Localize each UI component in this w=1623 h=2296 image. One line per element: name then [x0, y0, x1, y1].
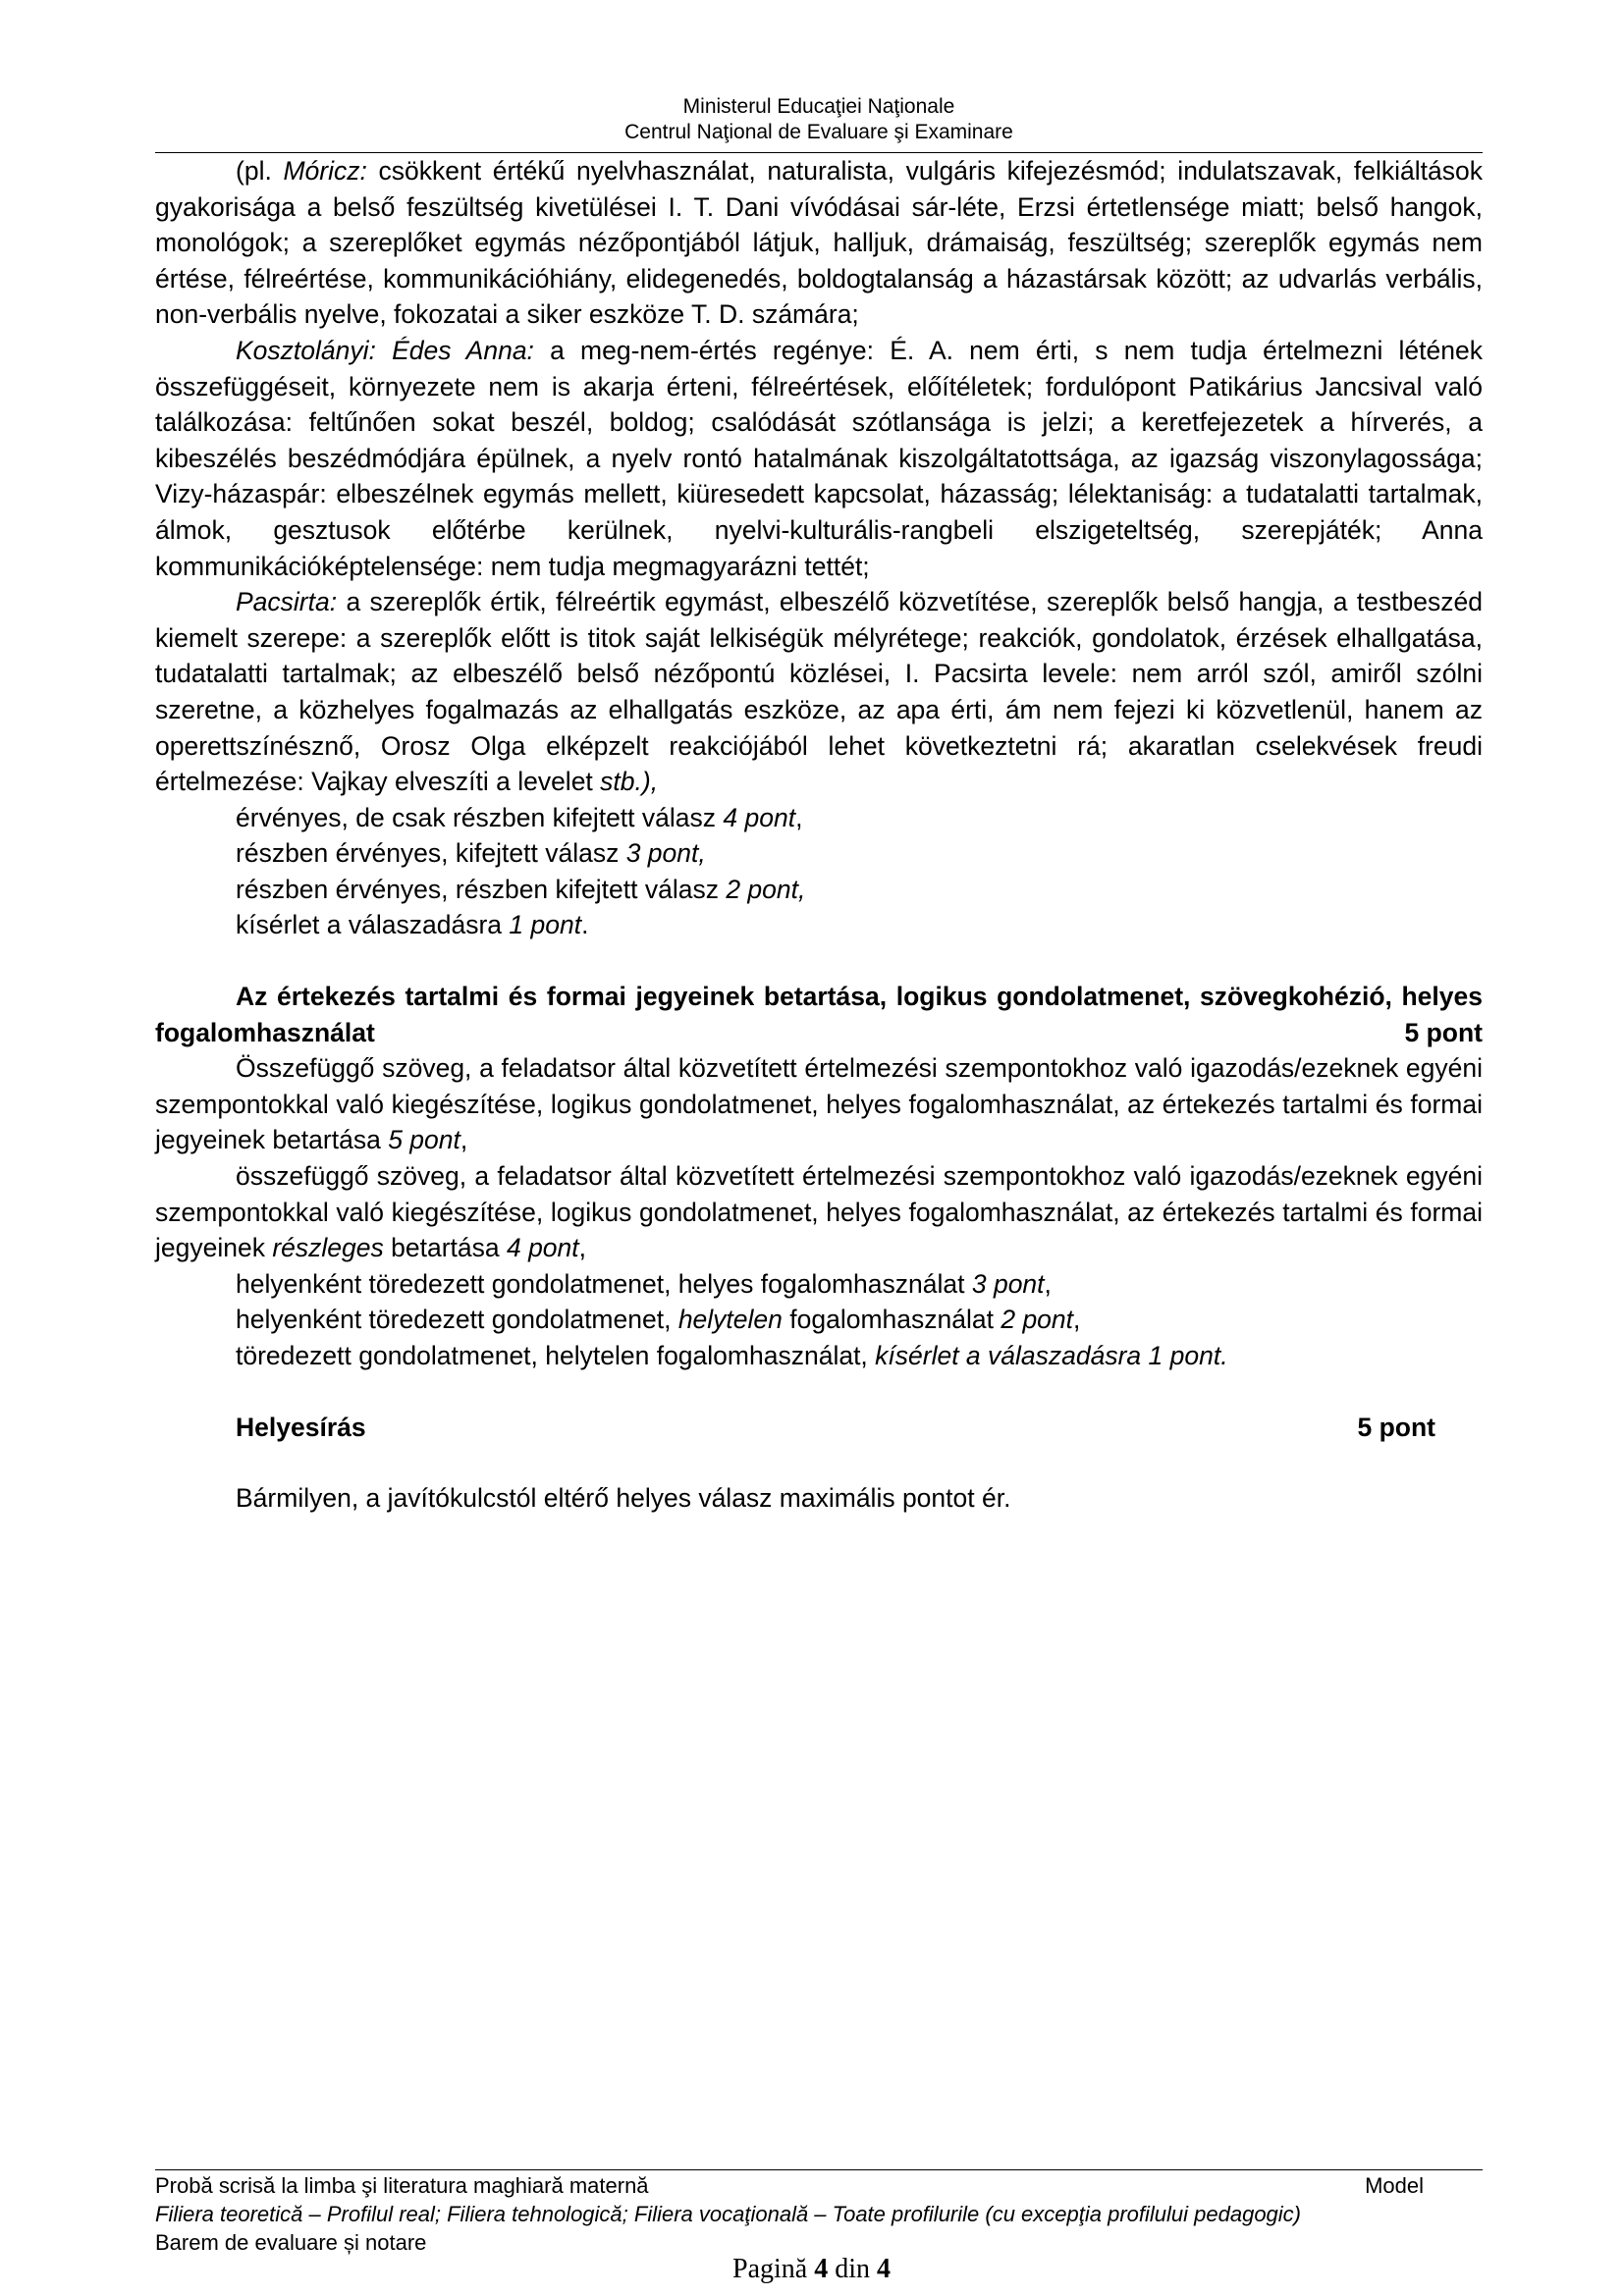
text-span: ,	[460, 1125, 468, 1155]
score-line	[155, 907, 1483, 943]
text-span: ,	[578, 1233, 587, 1263]
criterion-title: Az értekezés tartalmi és formai jegyeinek betartása, logikus gondolatmenet, szövegkohézió, helyes fogalomhasználat	[155, 982, 1483, 1047]
score-line	[155, 800, 1483, 836]
page-header	[155, 94, 1483, 145]
text-span: ,	[1073, 1305, 1081, 1335]
text-span: csökkent értékű nyelvhasználat, naturalista, vulgáris kifejezésmód; indulatszavak, felkiáltások gyakorisága a belső feszültség kivetülései I. T. Dani vívódásai sár-léte, Erzsi értetlensége miatt; belső hangok, monológok; a szereplőket egymás nézőpontjából látjuk, halljuk, drámaiság, feszültség; szereplők egymás nem értése, félreértése, kommunikációhiány, elidegenedés, boldogtalanság a házastársak között; az udvarlás verbális, non-verbális nyelve, fokozatai a siker eszköze T. D. számára;	[155, 156, 1483, 330]
text-span: 4	[814, 2254, 829, 2284]
score-points: 2 pont,	[726, 874, 806, 904]
text-span: részben érvényes, kifejtett válasz	[236, 838, 626, 869]
paragraph-edes-anna	[155, 333, 1483, 584]
work-title: Móricz:	[283, 156, 367, 186]
text-span: .	[581, 910, 589, 940]
criterion-points: 5 pont	[1404, 1017, 1483, 1047]
text-span: ,	[795, 802, 803, 832]
text-span: Filiera teoretică – Profilul real; Filiera tehnologică; Filiera vocaţională – Toate profilurile (cu excepţia profilului pedagogic)	[155, 2202, 1302, 2226]
text-span: a szereplők értik, félreértik egymást, elbeszélő közvetítése, szereplők belső hangja, a testbeszéd kiemelt szerepe: a szereplők előtt is titok saját lelkiségük mélyrétege; reakciók, gondolatok, érzések elhallgatása, tudatalatti tartalmak; az elbeszélő belső nézőpontú közlései, I. Pacsirta levele: nem arról szól, amiről szólni szeretne, a közhelyes fogalmazás az elhallgatás eszköze, az apa érti, ám nem fejezi ki közvetlenül, hanem az operettszínésznő, Orosz Olga elképzelt reakciójából lehet következtetni rá; akaratlan cselekvések freudi értelmezése: Vajkay elveszíti a levelet	[155, 587, 1483, 797]
criterion-item	[155, 1158, 1483, 1266]
footer-barem: Barem de evaluare și notare	[155, 2230, 427, 2255]
text-span: töredezett gondolatmenet, helytelen fogalomhasználat,	[236, 1341, 876, 1370]
header-center: Centrul Naţional de Evaluare şi Examinare	[624, 121, 1013, 143]
page-number	[0, 2254, 1623, 2285]
text-span: fogalomhasználat	[782, 1305, 1001, 1335]
score-line	[155, 872, 1483, 908]
score-points: 3 pont	[971, 1268, 1045, 1299]
text-span: Pagină	[732, 2254, 815, 2284]
criterion-heading	[155, 979, 1483, 1050]
text-span: a meg-nem-értés regénye: É. A. nem érti, s nem tudja értelmezni létének összefüggéseit, környezete nem is akarja érteni, félreértések, előítéletek; fordulópont Patikárius Jancsival való találkozása: feltűnően sokat beszél, boldog; csalódását szótlansága is jelzi; a keretfejezetek a hírverés, a kibeszélés beszédmódjára épülnek, a nyelv rontó hatalmának kiszolgáltatottsága, az igazság viszonylagossága; Vizy-házaspár: elbeszélnek egymás mellett, kiüresedett kapcsolat, házasság; lélektaniság: a tudatalatti tartalmak, álmok, gesztusok előtérbe kerülnek, nyelvi-kulturális-rangbeli elszigeteltség, szerepjáték; Anna kommunikációképtelensége: nem tudja megmagyarázni tettét;	[155, 335, 1483, 581]
page-footer	[155, 2171, 1483, 2257]
work-title: Kosztolányi: Édes Anna:	[236, 335, 534, 365]
emphasis: helytelen	[677, 1305, 783, 1335]
score-points: 1 pont	[509, 910, 582, 940]
work-title: Pacsirta:	[236, 587, 338, 617]
criterion-item	[155, 1266, 1483, 1303]
text-span: (pl.	[236, 156, 284, 186]
text-span: 4	[877, 2254, 891, 2284]
footer-model: Model	[1365, 2173, 1424, 2198]
criterion-item	[155, 1050, 1483, 1158]
score-points: 4 pont	[506, 1233, 579, 1263]
paragraph-pacsirta	[155, 584, 1483, 800]
score-points: 3 pont,	[625, 838, 706, 869]
footer-exam: Probă scrisă la limba şi literatura maghiară maternă	[155, 2173, 649, 2198]
spacer	[155, 1374, 1483, 1410]
text-span: helyenként töredezett gondolatmenet, helyes fogalomhasználat	[236, 1268, 972, 1299]
text-span: helyenként töredezett gondolatmenet,	[236, 1305, 678, 1335]
spelling-points: 5 pont	[1357, 1412, 1435, 1442]
footer-profiles	[155, 2200, 1483, 2228]
criterion-item	[155, 1338, 1483, 1374]
general-note: Bármilyen, a javítókulcstól eltérő helyes válasz maximális pontot ér.	[236, 1483, 1011, 1514]
text-span: stb.),	[600, 767, 659, 797]
criterion-item	[155, 1302, 1483, 1338]
spelling-title: Helyesírás	[236, 1412, 366, 1442]
paragraph-moricz	[155, 153, 1483, 333]
document-body	[155, 153, 1483, 1517]
text-span: din	[828, 2254, 877, 2284]
text-span: érvényes, de csak részben kifejtett válasz	[236, 802, 724, 832]
score-points: 5 pont	[388, 1125, 460, 1155]
spacer	[155, 943, 1483, 979]
text-span: Összefüggő szöveg, a feladatsor által közvetített értelmezési szempontokhoz való igazodás/ezeknek egyéni szempontokkal való kiegészítése, logikus gondolatmenet, helyes fogalomhasználat, az értekezés tartalmi és formai jegyeinek betartása	[155, 1053, 1483, 1155]
spacer	[155, 1445, 1483, 1480]
score-points: 4 pont	[723, 802, 796, 832]
footer-divider	[155, 2169, 1483, 2170]
text-span: kísérlet a válaszadásra	[236, 910, 510, 940]
spelling-heading	[155, 1410, 1483, 1446]
text-span: betartása	[383, 1233, 507, 1263]
footer-row	[155, 2171, 1483, 2200]
text-span: összefüggő szöveg, a feladatsor által közvetített értelmezési szempontokhoz való igazodás/ezeknek egyéni szempontokkal való kiegészítése, logikus gondolatmenet, helyes fogalomhasználat, az értekezés tartalmi és formai jegyeinek	[155, 1161, 1483, 1263]
emphasis: kísérlet a válaszadásra 1 pont.	[875, 1341, 1228, 1370]
header-ministry: Ministerul Educaţiei Naţionale	[682, 95, 955, 118]
text-span: részben érvényes, részben kifejtett válasz	[236, 874, 727, 904]
emphasis: részleges	[272, 1233, 384, 1263]
score-points: 2 pont	[1001, 1305, 1074, 1335]
score-line	[155, 835, 1483, 872]
text-span: ,	[1044, 1268, 1052, 1299]
